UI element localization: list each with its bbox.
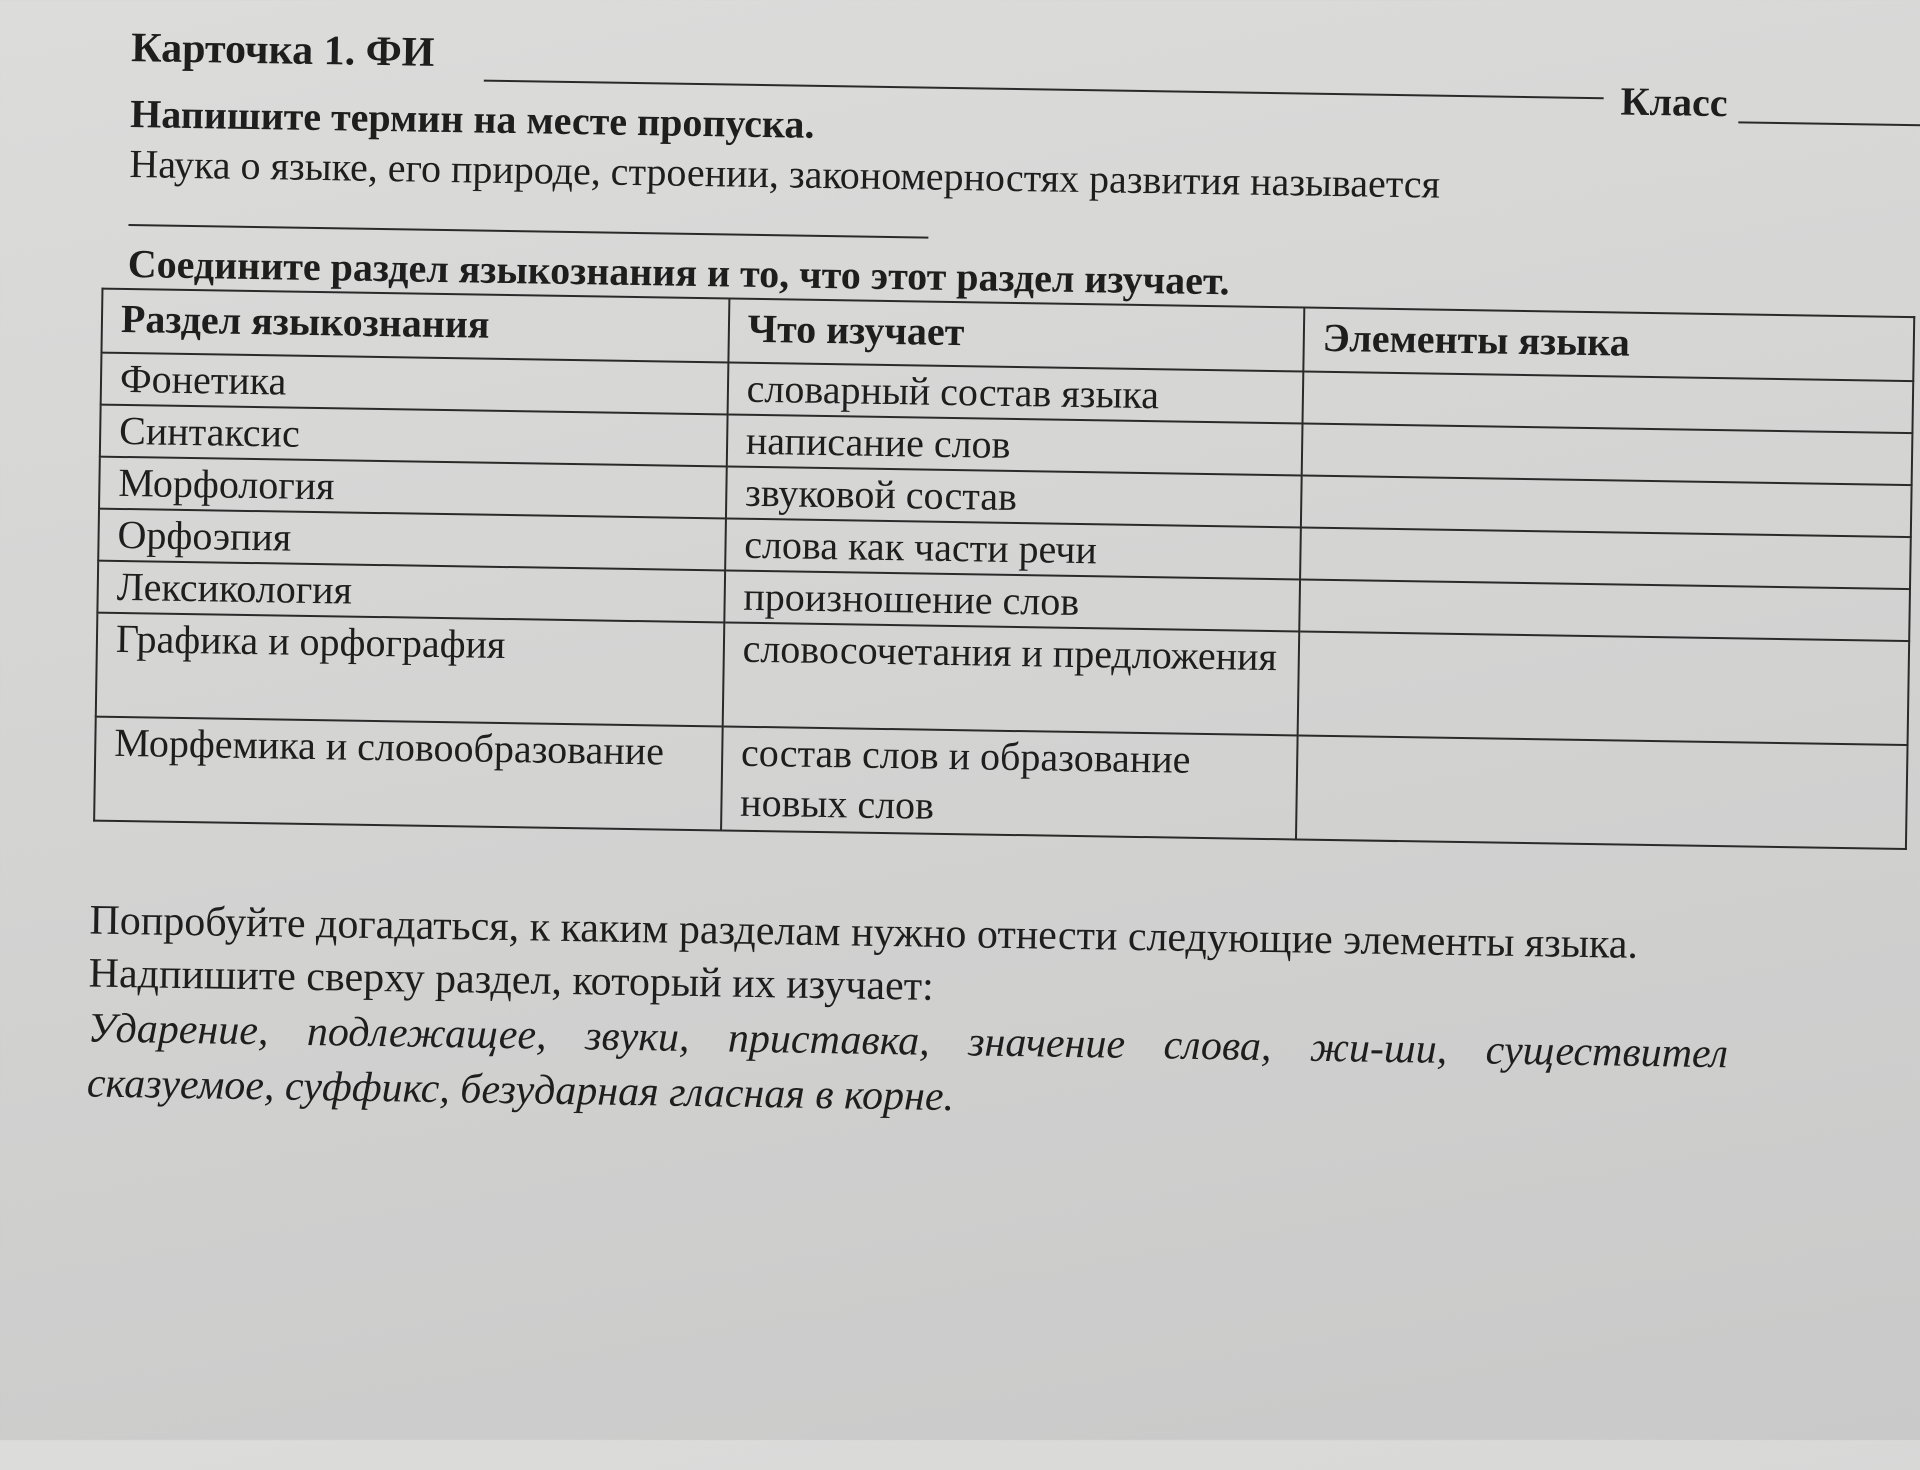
- elements-cell: [1302, 424, 1913, 486]
- studies-cell: произношение слов: [724, 570, 1300, 631]
- elements-cell: [1301, 476, 1912, 538]
- section-cell: Фонетика: [101, 353, 729, 415]
- elements-cell: [1302, 372, 1913, 434]
- studies-cell: словарный состав языка: [727, 362, 1303, 423]
- column-header-section: Раздел языкознания: [101, 289, 729, 363]
- section-cell: Лексикология: [97, 561, 725, 623]
- linguistics-table: [93, 288, 1915, 850]
- studies-cell: словосочетания и предложения: [722, 622, 1299, 735]
- task3-words-line1: Ударение, подлежащее, звуки, приставка, значение слова, жи-ши, существител: [87, 1005, 1729, 1078]
- task2-instruction: Соедините раздел языкознания и то, что этот раздел изучает.: [127, 241, 1230, 304]
- studies-cell: написание слов: [727, 414, 1303, 475]
- class-label: Класс: [1620, 78, 1728, 126]
- task1-instruction: Напишите термин на месте пропуска.: [129, 91, 815, 147]
- section-cell: Графика и орфография: [96, 613, 724, 727]
- task3-instruction-line2: Надпишите сверху раздел, который их изучает:: [88, 950, 935, 1010]
- studies-cell: слова как части речи: [725, 518, 1301, 579]
- studies-cell: состав слов и образование новых слов: [721, 726, 1298, 839]
- card-title: Карточка 1. ФИ: [130, 25, 435, 76]
- task3-words-line2: сказуемое, суффикс, безударная гласная в корне.: [86, 1060, 955, 1121]
- column-header-studies: Что изучает: [728, 298, 1304, 371]
- section-cell: Морфология: [99, 457, 727, 519]
- task1-sentence: Наука о языке, его природе, строении, закономерностях развития называется: [129, 141, 1441, 207]
- class-blank-line: [1738, 121, 1920, 126]
- studies-cell: звуковой состав: [726, 466, 1302, 527]
- section-cell: Орфоэпия: [98, 509, 726, 571]
- task1-answer-blank: [128, 224, 928, 239]
- elements-cell: [1297, 631, 1909, 745]
- column-header-elements: Элементы языка: [1303, 308, 1914, 382]
- task3-instruction-line1: Попробуйте догадаться, к каким разделам нужно отнести следующие элементы языка.: [89, 897, 1639, 968]
- section-cell: Синтаксис: [100, 405, 728, 467]
- elements-cell: [1299, 579, 1910, 641]
- elements-cell: [1296, 735, 1908, 849]
- elements-cell: [1300, 527, 1911, 589]
- name-blank-line: [484, 80, 1604, 100]
- section-cell: Морфемика и словообразование: [94, 717, 722, 831]
